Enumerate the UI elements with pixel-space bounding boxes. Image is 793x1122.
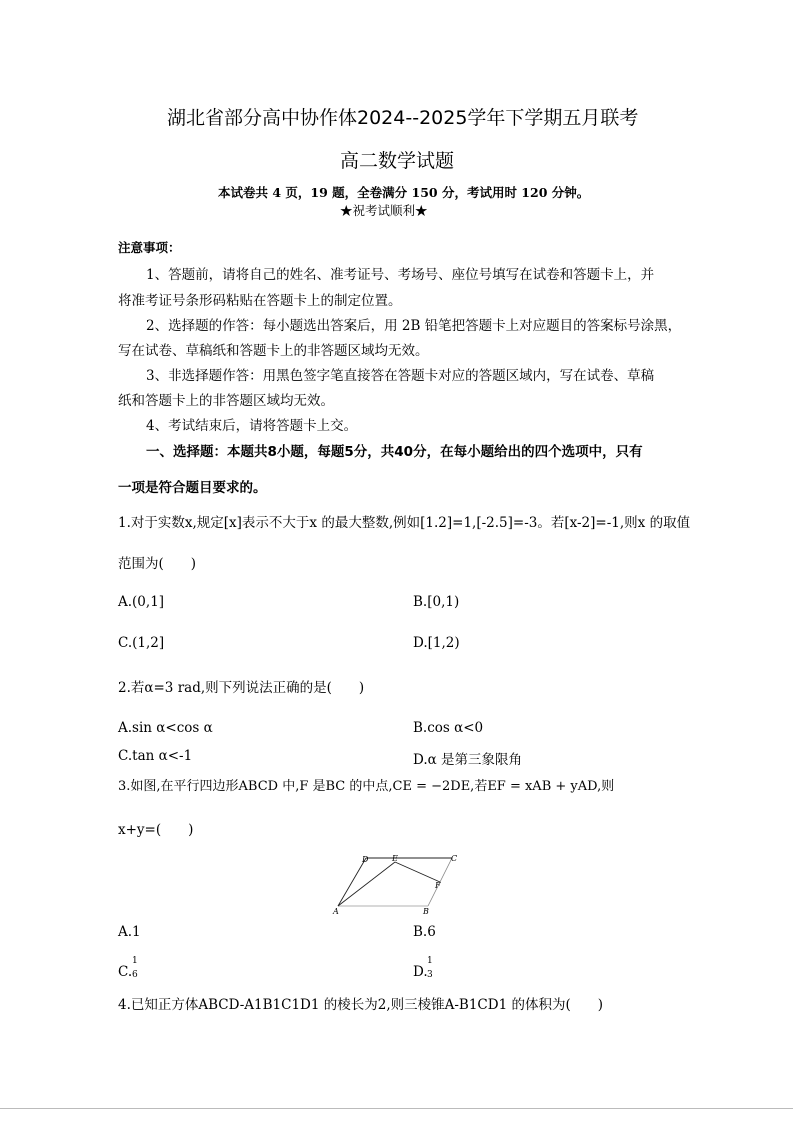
section-1-line-1: 一、选择题：本题共8小题，每题5分，共40分，在每小题给出的四个选项中，只有 — [146, 444, 643, 460]
note-3-line-2: 纸和答题卡上的非答题区域均无效。 — [118, 393, 334, 409]
q1-option-a: A.(0,1] — [118, 594, 165, 610]
q3-option-c-numerator: 1 — [132, 956, 138, 966]
q3-stem: 3.如图,在平行四边形ABCD 中,F 是BC 的中点,CE = −2DE,若EF = xAB + yAD,则 — [118, 779, 615, 794]
q3-stem-line-2: x+y=( ) — [118, 822, 194, 838]
figure-label-a: A — [333, 907, 339, 916]
q3-option-a: A.1 — [118, 924, 141, 940]
figure-label-e: E — [392, 854, 398, 863]
q3-option-d — [413, 956, 443, 987]
figure-label-f: F — [435, 881, 441, 890]
note-3-line-1: 3、非选择题作答：用黑色签字笔直接答在答题卡对应的答题区域内，写在试卷、草稿 — [146, 368, 655, 384]
q2-option-c: C.tan α<-1 — [118, 748, 193, 764]
page-bottom-rule — [0, 1108, 793, 1109]
q1-stem-line-1: 1.对于实数x,规定[x]表示不大于x 的最大整数,例如[1.2]=1,[-2.5]=-3。若[x-2]=-1,则x 的取值 — [118, 515, 691, 531]
exam-title: 湖北省部分高中协作体2024--2025学年下学期五月联考 — [167, 107, 639, 129]
notes-heading: 注意事项： — [118, 240, 181, 255]
note-1-line-1: 1、答题前，请将自己的姓名、准考证号、考场号、座位号填写在试卷和答题卡上，并 — [146, 267, 655, 283]
q3-option-c — [118, 956, 148, 987]
exam-info: 本试卷共 4 页，19 题，全卷满分 150 分，考试用时 120 分钟。 — [218, 185, 590, 200]
section-1-line-2: 一项是符合题目要求的。 — [118, 480, 267, 496]
figure-label-d: D — [362, 855, 369, 864]
exam-subtitle: 高二数学试题 — [340, 150, 455, 172]
q1-option-b: B.[0,1) — [413, 594, 460, 610]
q1-option-d: D.[1,2) — [413, 635, 460, 651]
q3-option-d-denominator: 3 — [427, 970, 433, 980]
q3-option-c-prefix: C. — [118, 964, 133, 980]
q1-option-c: C.(1,2] — [118, 635, 165, 651]
note-4: 4、考试结束后，请将答题卡上交。 — [146, 418, 358, 434]
q3-option-b: B.6 — [413, 924, 436, 940]
q3-option-c-denominator: 6 — [132, 970, 138, 980]
q4-stem: 4.已知正方体ABCD-A1B1C1D1 的棱长为2,则三棱锥A-B1CD1 的体积为( ) — [118, 997, 604, 1013]
q1-stem-line-2: 范围为( ) — [118, 556, 197, 572]
figure-label-b: B — [423, 907, 429, 916]
note-2-line-2: 写在试卷、草稿纸和答题卡上的非答题区域均无效。 — [118, 343, 429, 359]
q3-option-d-numerator: 1 — [427, 956, 433, 966]
parallelogram-figure — [332, 852, 462, 916]
figure-label-c: C — [451, 854, 458, 863]
note-2-line-1: 2、选择题的作答：每小题选出答案后，用 2B 铅笔把答题卡上对应题目的答案标号涂黑， — [146, 318, 682, 334]
q2-stem: 2.若α=3 rad,则下列说法正确的是( ) — [118, 680, 365, 696]
q2-option-a: A.sin α<cos α — [118, 720, 213, 736]
exam-wish: ★祝考试顺利★ — [340, 203, 428, 218]
q2-option-d: D.α 是第三象限角 — [413, 752, 523, 768]
q3-option-d-prefix: D. — [413, 964, 428, 980]
q2-option-b: B.cos α<0 — [413, 720, 484, 736]
note-1-line-2: 将准考证号条形码粘贴在答题卡上的制定位置。 — [118, 293, 402, 309]
